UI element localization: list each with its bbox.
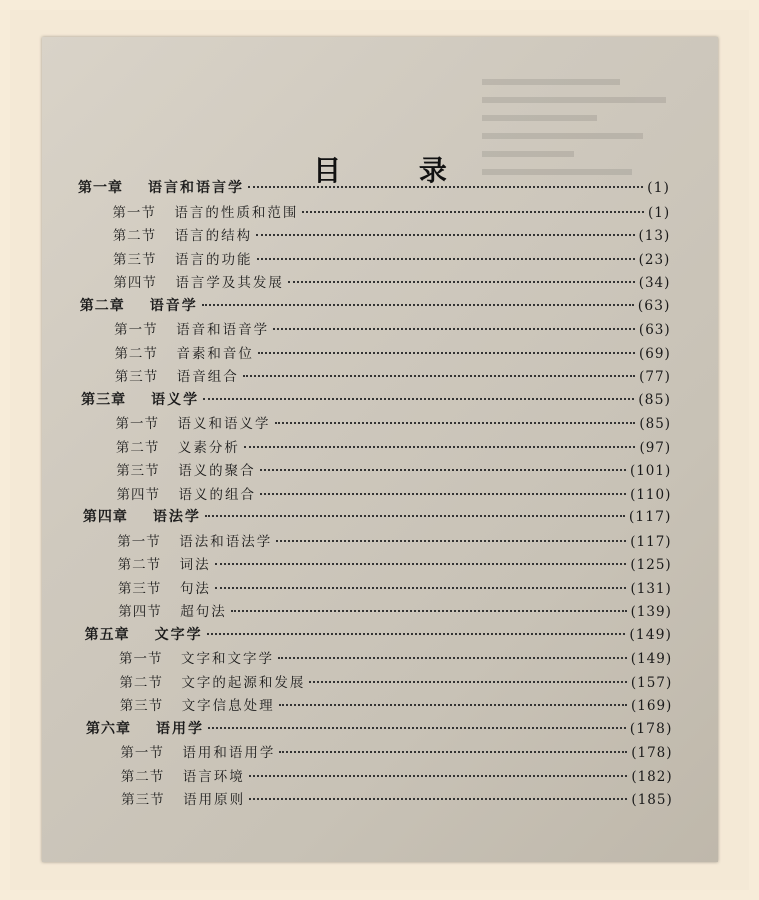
page-number: (139) [630,604,672,620]
dot-leader [276,539,626,542]
toc-chapter-row [78,177,670,199]
page-title: 目 录 [313,154,481,187]
section-number: 第一节 [114,322,158,338]
section-title: 文字的起源和发展 [181,674,306,691]
dot-leader [202,303,634,306]
section-number: 第二节 [114,345,158,362]
chapter-title: 语义学 [151,391,200,408]
section-number: 第三节 [114,369,159,385]
section-title: 超句法 [180,604,227,620]
toc-section-row [113,271,670,293]
chapter-number: 第三章 [81,391,127,408]
dot-leader [260,492,626,495]
dot-leader [279,750,627,753]
toc-section-row [118,600,672,622]
page-number: (149) [630,651,673,667]
dot-leader [256,233,634,236]
table-of-contents [42,37,718,862]
section-number: 第二节 [117,557,162,573]
page-number: (117) [630,533,672,550]
toc-section-row [112,201,670,223]
section-number: 第三节 [116,463,160,479]
toc-section-row [120,694,673,716]
toc-chapter-row [86,718,672,740]
chapter-number: 第二章 [79,297,125,314]
chapter-title: 语言和语言学 [148,180,244,196]
page-number: (131) [630,580,672,597]
dot-leader [215,562,627,565]
section-title: 音素和音位 [176,345,254,362]
dot-leader [258,351,635,354]
section-title: 语言的功能 [175,251,253,268]
page-number: (110) [630,486,672,503]
dot-leader [288,280,635,283]
page-number: (157) [630,674,673,691]
page-number: (169) [631,698,673,714]
page-number: (63) [637,297,671,314]
section-number: 第四节 [118,604,162,620]
section-number: 第三节 [113,251,157,268]
section-title: 义素分析 [177,439,240,456]
page-number: (97) [639,439,672,456]
section-title: 语言环境 [182,768,245,785]
dot-leader [260,468,626,471]
section-number: 第一节 [119,651,163,667]
toc-section-row [117,483,672,505]
section-title: 语言的结构 [174,228,253,244]
dot-leader [249,797,627,800]
chapter-number: 第四章 [82,509,128,525]
section-number: 第四节 [116,486,161,503]
page-number: (34) [638,275,671,291]
page-number: (178) [629,720,673,737]
document-photo [42,37,718,862]
toc-section-row [113,224,671,246]
dot-leader [207,632,626,635]
toc-section-row [116,436,671,458]
page-number: (117) [628,509,672,525]
toc-section-row [117,530,671,552]
section-number: 第一节 [120,745,164,761]
toc-chapter-row [85,624,672,646]
chapter-title: 语音学 [149,297,198,314]
toc-section-row [118,577,672,599]
section-title: 语音组合 [176,369,239,385]
page-number: (1) [647,204,671,221]
section-title: 文字信息处理 [181,698,275,714]
toc-section-row [120,741,672,763]
section-number: 第一节 [112,204,156,221]
chapter-number: 第一章 [78,180,123,196]
dot-leader [208,726,626,729]
section-number: 第三节 [119,698,164,714]
toc-section-row [116,459,671,481]
section-number: 第二节 [115,439,160,456]
section-title: 词法 [179,557,211,573]
section-number: 第一节 [115,416,159,432]
section-number: 第二节 [112,228,157,244]
section-number: 第三节 [117,580,162,597]
toc-section-row [115,365,671,387]
section-title: 文字和文字学 [181,651,274,667]
section-number: 第二节 [119,674,163,691]
section-number: 第三节 [121,792,165,808]
page-number: (182) [631,768,673,785]
dot-leader [244,445,636,448]
dot-leader [231,609,627,612]
page-number: (149) [629,626,672,643]
page-number: (69) [639,345,671,362]
chapter-title: 文字学 [154,626,203,643]
toc-section-row [114,318,671,340]
toc-chapter-row [80,295,671,317]
toc-section-row [121,788,673,810]
chapter-title: 语法学 [152,509,201,525]
dot-leader [203,397,634,400]
section-title: 语义和语义学 [177,416,271,432]
section-number: 第二节 [120,768,165,785]
dot-leader [273,327,635,330]
toc-section-row [119,671,672,693]
page-number: (1) [647,180,670,196]
section-title: 语用和语用学 [182,745,276,761]
dot-leader [309,680,627,683]
dot-leader [278,656,627,659]
dot-leader [257,257,635,260]
toc-section-row [113,248,670,270]
section-number: 第四节 [113,275,157,291]
page-number: (85) [638,391,671,408]
chapter-title: 语用学 [156,720,205,737]
page-number: (178) [631,745,673,761]
page-number: (85) [639,416,672,432]
chapter-number: 第六章 [86,720,132,737]
toc-section-row [121,765,673,787]
section-title: 语义的组合 [178,486,257,503]
section-title: 语言的性质和范围 [174,204,299,221]
dot-leader [243,374,635,377]
page-number: (101) [629,463,672,479]
page-number: (13) [638,228,671,244]
toc-section-row [114,342,670,364]
section-title: 句法 [179,580,211,597]
section-title: 语言学及其发展 [175,275,284,291]
dot-leader [279,703,627,706]
toc-chapter-row [83,506,672,528]
toc-section-row [116,412,672,434]
section-title: 语用原则 [183,792,246,808]
page-number: (185) [631,792,673,808]
dot-leader [249,774,628,777]
section-title: 语义的聚合 [178,463,256,479]
toc-section-row [119,647,672,669]
dot-leader [248,185,643,188]
toc-section-row [118,553,672,575]
chapter-number: 第五章 [84,626,130,643]
dot-leader [302,210,644,213]
section-title: 语法和语法学 [179,533,273,550]
page-number: (63) [638,322,671,338]
dot-leader [215,586,627,589]
dot-leader [205,514,625,517]
section-title: 语音和语音学 [176,322,270,338]
toc-chapter-row [81,389,671,411]
section-number: 第一节 [117,533,161,550]
page-number: (23) [638,251,671,268]
page-number: (125) [630,557,672,573]
dot-leader [275,421,636,424]
page-number: (77) [639,369,671,385]
